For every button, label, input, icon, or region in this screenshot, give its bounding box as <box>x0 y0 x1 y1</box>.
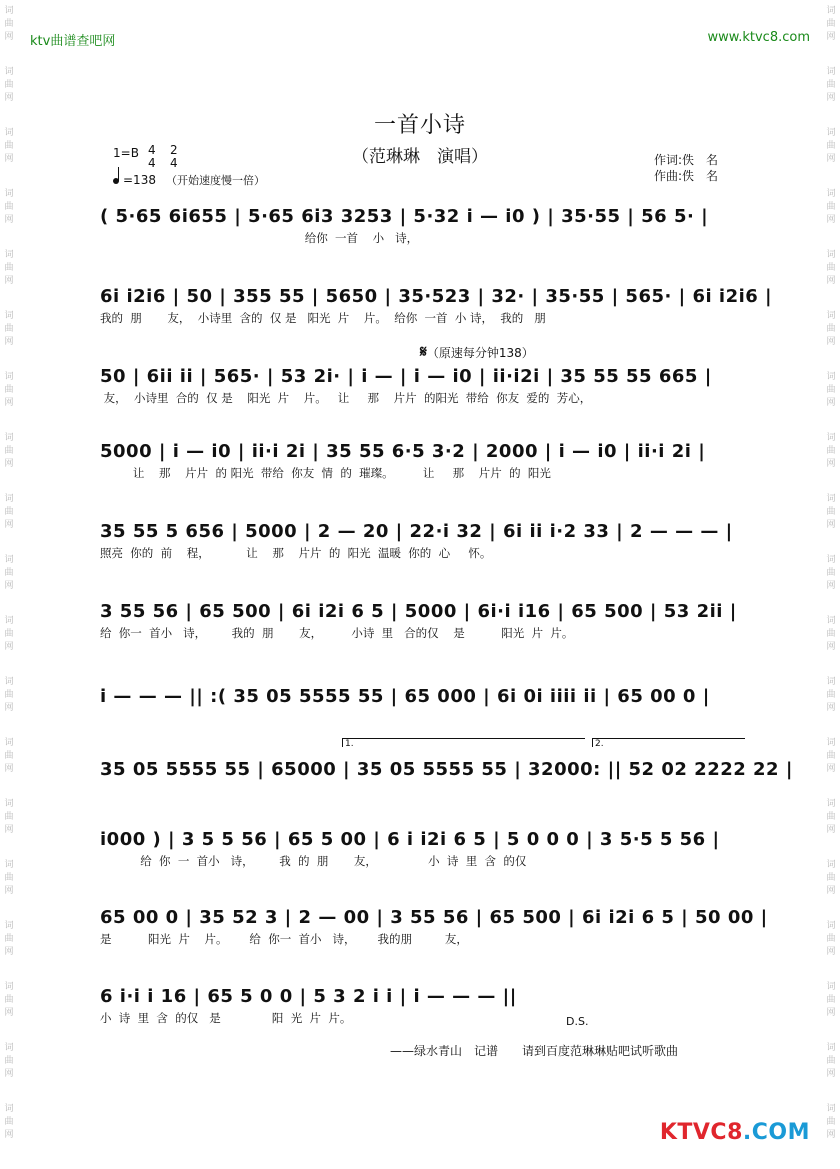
watermark-glyph-group: 词 曲 网 <box>826 433 836 469</box>
notation-line: 3 55 56 | 65 500 | 6i i2i 6 5 | 5000 | 6i·i i16 | 65 500 | 53 2ii | <box>100 601 737 622</box>
watermark-glyph-group: 词 曲 网 <box>4 372 14 408</box>
tempo-marking: =138 （开始速度慢一倍） <box>113 172 265 188</box>
watermark-glyph-group: 词 曲 网 <box>826 921 836 957</box>
watermark-glyph-group: 词 曲 网 <box>826 799 836 835</box>
notation-line: 65 00 0 | 35 52 3 | 2 — 00 | 3 55 56 | 65 500 | 6i i2i 6 5 | 50 00 | <box>100 907 768 928</box>
time-signature-2-4: 2 4 <box>170 143 178 170</box>
transcriber-note: ——绿水青山 记谱 请到百度范琳琳贴吧试听歌曲 <box>390 1044 679 1058</box>
lyric-line: 给你 一首 小 诗， <box>100 231 430 245</box>
watermark-glyph-group: 词 曲 网 <box>4 860 14 896</box>
watermark-glyph-group: 词 曲 网 <box>826 616 836 652</box>
score-row <box>100 685 755 726</box>
quarter-note-icon <box>113 178 119 184</box>
watermark-glyph-group: 词 曲 网 <box>4 67 14 103</box>
watermark-glyph-group: 词 曲 网 <box>4 1104 14 1140</box>
watermark-glyph-group: 词 曲 网 <box>826 860 836 896</box>
segno-icon: 𝄋 <box>420 342 427 361</box>
notation-line: 6 i·i i 16 | 65 5 0 0 | 5 3 2 i i | i — — — || <box>100 986 517 1007</box>
notation-line: 5000 | i — i0 | ii·i 2i | 35 55 6·5 3·2 | 2000 | i — i0 | ii·i 2i | <box>100 441 706 462</box>
watermark-glyph-group: 词 曲 网 <box>826 189 836 225</box>
watermark-glyph-group: 词 曲 网 <box>826 738 836 774</box>
time-signature-4-4: 4 4 <box>148 143 156 170</box>
notation-line: 6i i2i6 | 50 | 355 55 | 5650 | 35·523 | 32· | 35·55 | 565· | 6i i2i6 | <box>100 286 773 307</box>
watermark-glyph-group: 词 曲 网 <box>4 738 14 774</box>
notation-line: 50 | 6ii ii | 565· | 53 2i· | i — | i — i0 | ii·i2i | 35 55 55 665 | <box>100 366 712 387</box>
key-signature: 1=B <box>113 146 139 160</box>
volta-second-ending: 2. <box>592 738 745 747</box>
dal-segno-marking: D.S. <box>566 1015 589 1028</box>
left-watermark-strip <box>2 0 16 1169</box>
lyric-line: 给 你 一 首小 诗， 我 的 朋 友， 小 诗 里 含 的仅 <box>100 854 527 868</box>
lyric-line: 友， 小诗里 合的 仅 是 阳光 片 片。 让 那 片片 的阳光 带给 你友 爱的 芳心， <box>100 391 592 405</box>
lyric-line <box>100 711 755 726</box>
score-row <box>100 365 755 406</box>
watermark-glyph-group: 词 曲 网 <box>4 982 14 1018</box>
score-row <box>100 828 755 869</box>
credits <box>654 152 718 184</box>
lyricist-credit: 作词:佚 名 <box>654 153 719 167</box>
watermark-glyph-group: 词 曲 网 <box>826 494 836 530</box>
score-row <box>100 758 793 799</box>
watermark-glyph-group: 词 曲 网 <box>4 250 14 286</box>
watermark-glyph-group: 词 曲 网 <box>4 311 14 347</box>
watermark-glyph-group: 词 曲 网 <box>4 1043 14 1079</box>
watermark-glyph-group: 词 曲 网 <box>826 128 836 164</box>
watermark-glyph-group: 词 曲 网 <box>4 189 14 225</box>
lyric-line: 小 诗 里 含 的仅 是 阳 光 片 片。 <box>100 1011 352 1025</box>
watermark-glyph-group: 词 曲 网 <box>826 250 836 286</box>
notation-line: ( 5·65 6i655 | 5·65 6i3 3253 | 5·32 i — i0 ) | 35·55 | 56 5· | <box>100 206 709 227</box>
score-row <box>100 205 755 246</box>
singer-credit: （范琳琳 演唱） <box>352 147 488 167</box>
lyric-line: 让 那 片片 的 阳光 带给 你友 情 的 璀璨。 让 那 片片 的 阳光 <box>100 466 551 480</box>
score-row <box>100 285 773 326</box>
watermark-glyph-group: 词 曲 网 <box>4 616 14 652</box>
watermark-glyph-group: 词 曲 网 <box>826 1043 836 1079</box>
score-row <box>100 440 755 481</box>
score-row <box>100 906 768 947</box>
score-row <box>100 600 755 641</box>
right-watermark-strip <box>824 0 838 1169</box>
site-url-right: www.ktvc8.com <box>707 30 810 45</box>
watermark-glyph-group: 词 曲 网 <box>4 433 14 469</box>
notation-line: i000 ) | 3 5 5 56 | 65 5 00 | 6 i i2i 6 5 | 5 0 0 0 | 3 5·5 5 56 | <box>100 829 720 850</box>
watermark-glyph-group: 词 曲 网 <box>4 921 14 957</box>
notation-line: i — — — || :( 35 05 5555 55 | 65 000 | 6i 0i iiii ii | 65 00 0 | <box>100 686 710 707</box>
volta-first-ending: 1. <box>342 738 585 747</box>
watermark-glyph-group: 词 曲 网 <box>826 67 836 103</box>
watermark-glyph-group: 词 曲 网 <box>826 372 836 408</box>
site-name-left: ktv曲谱查吧网 <box>30 34 116 49</box>
lyric-line <box>100 784 755 799</box>
watermark-glyph-group: 词 曲 网 <box>4 555 14 591</box>
watermark-glyph-group: 词 曲 网 <box>826 982 836 1018</box>
watermark-glyph-group: 词 曲 网 <box>826 555 836 591</box>
watermark-glyph-group: 词 曲 网 <box>4 128 14 164</box>
watermark-glyph-group: 词 曲 网 <box>826 1104 836 1140</box>
notation-line: 35 05 5555 55 | 65000 | 35 05 5555 55 | 32000: || 52 02 2222 22 | <box>100 759 793 780</box>
song-title: 一首小诗 <box>373 113 466 138</box>
notation-line: 35 55 5 656 | 5000 | 2 — 20 | 22·i 32 | 6i ii i·2 33 | 2 — — — | <box>100 521 733 542</box>
lyric-line: 我的 朋 友， 小诗里 含的 仅 是 阳光 片 片。 给你 一首 小 诗， 我的 朋 <box>100 311 546 325</box>
lyric-line: 是 阳光 片 片。 给 你一 首小 诗， 我的朋 友， <box>100 932 468 946</box>
composer-credit: 作曲:佚 名 <box>654 169 719 183</box>
lyric-line: 给 你一 首小 诗， 我的 朋 友， 小诗 里 合的仅 是 阳光 片 片。 <box>100 626 574 640</box>
watermark-glyph-group: 词 曲 网 <box>826 6 836 42</box>
ktvc8-logo: KTVC8.COM <box>659 1120 810 1145</box>
score-row <box>100 520 755 561</box>
watermark-glyph-group: 词 曲 网 <box>4 494 14 530</box>
watermark-glyph-group: 词 曲 网 <box>826 677 836 713</box>
watermark-glyph-group: 词 曲 网 <box>826 311 836 347</box>
watermark-glyph-group: 词 曲 网 <box>4 799 14 835</box>
segno-marking: 𝄋（原速每分钟138） <box>420 342 534 361</box>
watermark-glyph-group: 词 曲 网 <box>4 6 14 42</box>
watermark-glyph-group: 词 曲 网 <box>4 677 14 713</box>
score-row <box>100 985 755 1026</box>
lyric-line: 照亮 你的 前 程， 让 那 片片 的 阳光 温暖 你的 心 怀。 <box>100 546 492 560</box>
